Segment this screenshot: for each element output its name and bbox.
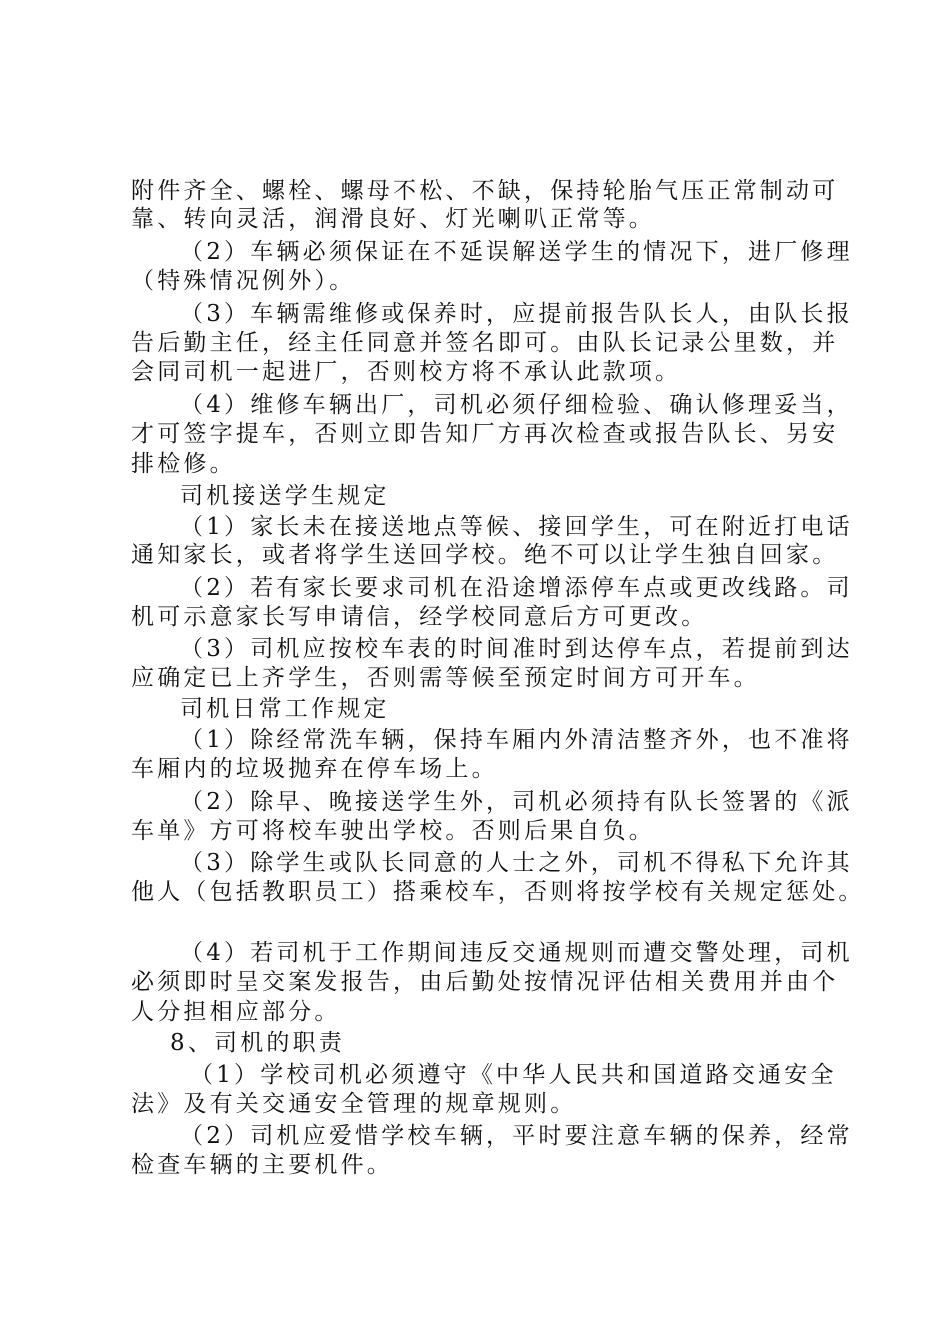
text-line: （3）司机应按校车表的时间准时到达停车点，若提前到达	[180, 636, 853, 662]
text-line: 会同司机一起进厂，否则校方将不承认此款项。	[131, 359, 682, 385]
text-line: 才可签字提车，否则立即告知厂方再次检查或报告队长、另安	[131, 421, 839, 447]
text-line: （3）除学生或队长同意的人士之外，司机不得私下允许其	[180, 850, 853, 876]
text-line: （4）维修车辆出厂，司机必须仔细检验、确认修理妥当，	[180, 392, 853, 418]
text-line: 排检修。	[131, 451, 236, 477]
text-line: （2）司机应爱惜学校车辆，平时要注意车辆的保养，经常	[180, 1123, 853, 1149]
text-line: （2）车辆必须保证在不延误解送学生的情况下，进厂修理	[180, 239, 853, 265]
text-line: 通知家长，或者将学生送回学校。绝不可以让学生独自回家。	[131, 542, 839, 568]
section-heading: 司机接送学生规定	[180, 483, 390, 509]
text-line: 应确定已上齐学生，否则需等候至预定时间方可开车。	[131, 665, 760, 691]
text-line: 法》及有关交通安全管理的规章规则。	[131, 1091, 577, 1117]
text-line: 附件齐全、螺栓、螺母不松、不缺，保持轮胎气压正常制动可	[131, 178, 839, 204]
text-line: 告后勤主任，经主任同意并签名即可。由队长记录公里数，并	[131, 330, 839, 356]
text-line: （1）除经常洗车辆，保持车厢内外清洁整齐外，也不准将	[180, 727, 853, 753]
text-line: 车厢内的垃圾抛弃在停车场上。	[131, 756, 498, 782]
text-line: 人分担相应部分。	[131, 999, 341, 1025]
text-line: （1）家长未在接送地点等候、接回学生，可在附近打电话	[180, 514, 853, 540]
text-line: （1）学校司机必须遵守《中华人民共和国道路交通安全	[190, 1062, 837, 1088]
text-line: （特殊情况例外）。	[131, 268, 356, 294]
text-line: （2）若有家长要求司机在沿途增添停车点或更改线路。司	[180, 575, 853, 601]
text-line: （3）车辆需维修或保养时，应提前报告队长人，由队长报	[180, 301, 853, 327]
text-line: 靠、转向灵活，润滑良好、灯光喇叭正常等。	[131, 206, 655, 232]
text-line: 他人（包括教职员工）搭乘校车，否则将按学校有关规定惩处。	[131, 879, 865, 905]
text-line: 检查车辆的主要机件。	[131, 1152, 393, 1178]
text-line: 机可示意家长写申请信，经学校同意后方可更改。	[131, 604, 708, 630]
text-line: （4）若司机于工作期间违反交通规则而遭交警处理，司机	[180, 940, 853, 966]
section-heading: 8、司机的职责	[170, 1030, 346, 1056]
text-line: 必须即时呈交案发报告，由后勤处按情况评估相关费用并由个	[131, 969, 839, 995]
text-line: 车单》方可将校车驶出学校。否则后果自负。	[131, 818, 655, 844]
text-line: （2）除早、晚接送学生外，司机必须持有队长签署的《派	[180, 789, 853, 815]
section-heading: 司机日常工作规定	[180, 696, 390, 722]
